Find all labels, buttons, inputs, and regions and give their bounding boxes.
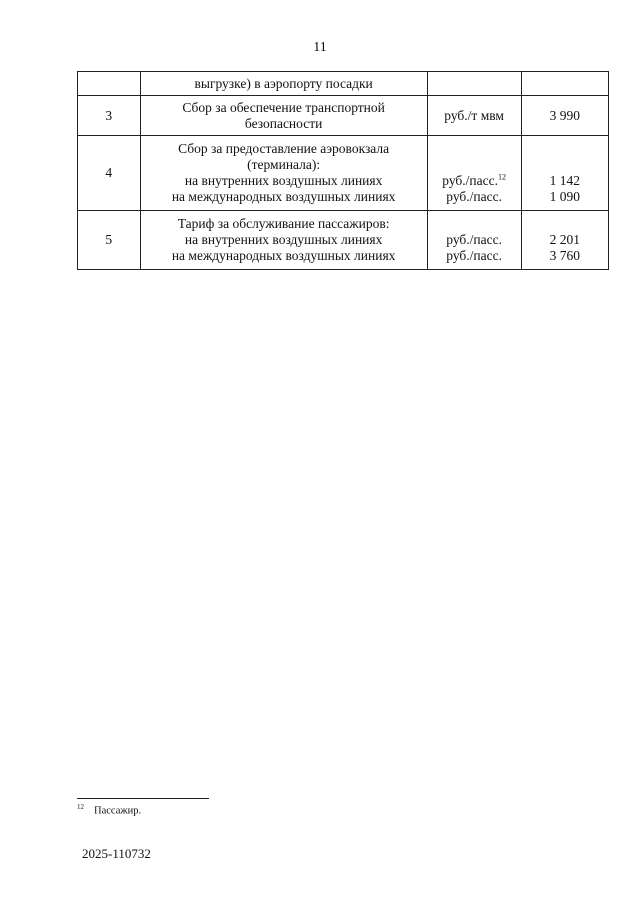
row-number: 5 — [78, 211, 141, 270]
unit-text: руб./пасс. — [442, 173, 498, 188]
row-value — [521, 96, 609, 136]
row-number: 4 — [78, 136, 141, 211]
tariff-table — [77, 71, 609, 270]
unit-line: руб./т мвм — [444, 107, 504, 123]
page-number: 11 — [313, 40, 327, 55]
unit-line — [430, 157, 519, 173]
value-line: 2 201 — [549, 232, 580, 247]
row-number: 3 — [78, 96, 141, 136]
row-value — [521, 72, 609, 96]
description-line: Сбор за предоставление аэровокзала — [178, 141, 390, 156]
value-line — [524, 157, 607, 173]
description-line: на внутренних воздушных линиях — [184, 232, 383, 247]
document-code: 2025-110732 — [82, 846, 151, 861]
footnote-divider — [77, 798, 209, 799]
row-description — [140, 96, 427, 136]
description-line: на внутренних воздушных линиях — [184, 173, 383, 188]
row-unit — [427, 136, 521, 211]
table-row — [78, 72, 609, 96]
value-line: 1 142 — [549, 173, 580, 188]
footnote-text: Пассажир. — [94, 805, 142, 817]
table-row — [78, 136, 609, 211]
unit-line: руб./пасс. — [446, 248, 502, 263]
description-line: Тариф за обслуживание пассажиров: — [177, 216, 390, 231]
value-line — [524, 216, 607, 232]
description-line: на международных воздушных линиях — [171, 189, 396, 204]
row-value — [521, 136, 609, 211]
row-description — [140, 211, 427, 270]
table-row — [78, 211, 609, 270]
footnote — [77, 803, 141, 817]
description-line: выгрузке) в аэропорту посадки — [194, 75, 373, 91]
description-line: Сбор за обеспечение транспортной — [182, 99, 385, 115]
description-line: (терминала): — [247, 157, 321, 172]
description-line: на международных воздушных линиях — [171, 248, 396, 263]
row-number — [78, 72, 141, 96]
value-line: 3 990 — [549, 107, 580, 123]
value-line: 1 090 — [549, 189, 580, 204]
row-description — [140, 136, 427, 211]
unit-line — [430, 173, 519, 189]
row-unit — [427, 211, 521, 270]
footnote-mark: 12 — [77, 803, 84, 811]
unit-line — [430, 216, 519, 232]
table-row — [78, 96, 609, 136]
row-value — [521, 211, 609, 270]
unit-line: руб./пасс. — [446, 189, 502, 204]
unit-line: руб./пасс. — [446, 232, 502, 247]
footnote-reference: 12 — [497, 172, 506, 182]
unit-line — [430, 141, 519, 157]
row-unit — [427, 72, 521, 96]
description-line: безопасности — [244, 115, 323, 131]
value-line: 3 760 — [549, 248, 580, 263]
row-description — [140, 72, 427, 96]
value-line — [524, 141, 607, 157]
row-unit — [427, 96, 521, 136]
